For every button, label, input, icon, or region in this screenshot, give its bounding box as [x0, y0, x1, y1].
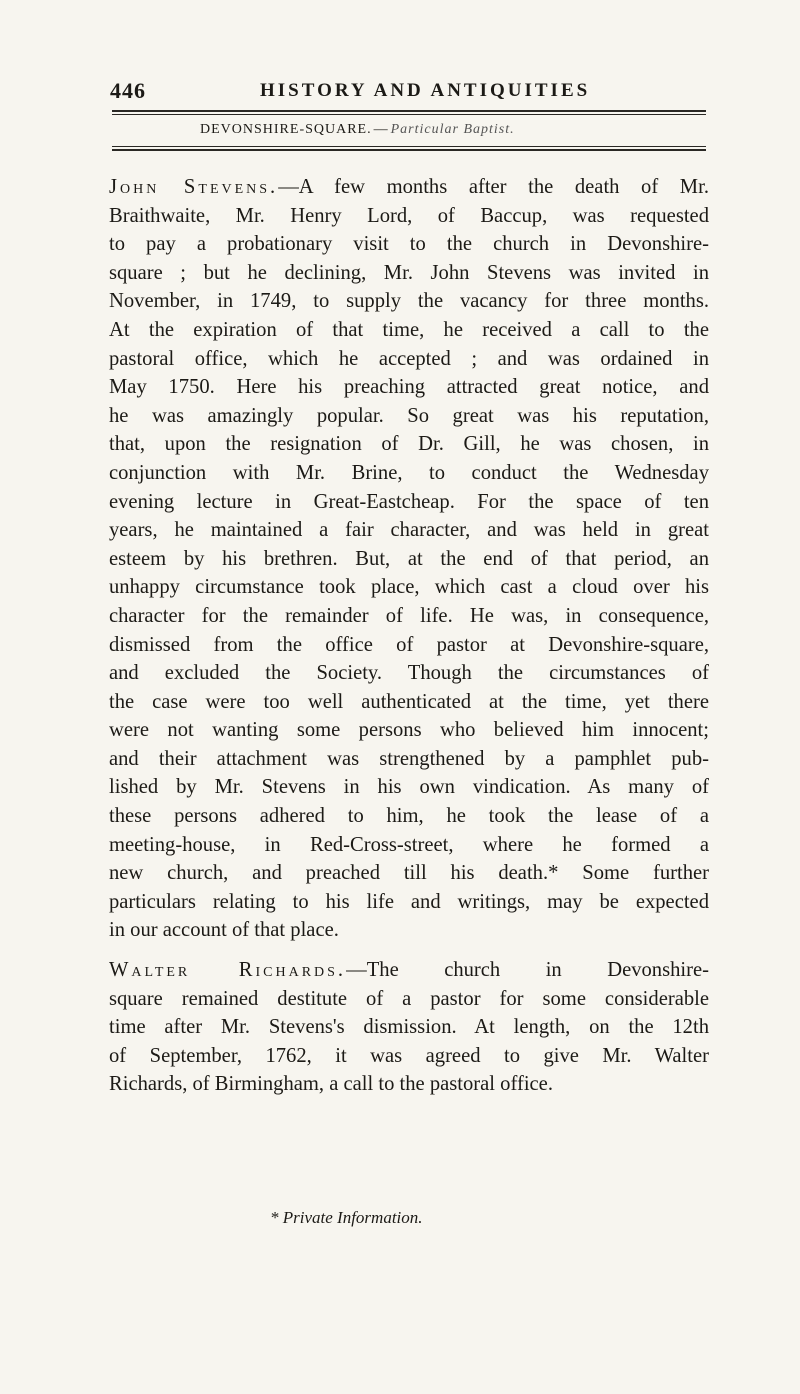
- text-line: particulars relating to his life and writings, may be expected: [109, 890, 709, 913]
- text-line: conjunction with Mr. Brine, to conduct the Wednesday: [109, 461, 709, 484]
- text-line: that, upon the resignation of Dr. Gill, he was chosen, in: [109, 433, 709, 456]
- text-line: and their attachment was strengthened by a pamphlet pub-: [109, 747, 709, 770]
- text-line: in our account of that place.: [109, 919, 339, 942]
- text-line: were not wanting some persons who believed him innocent;: [109, 719, 709, 742]
- text-line: the case were too well authenticated at the time, yet there: [109, 690, 709, 713]
- text-line: of September, 1762, it was agreed to give Mr. Walter: [109, 1044, 709, 1067]
- text-line: At the expiration of that time, he received a call to the: [109, 318, 709, 341]
- text-line: Richards, of Birmingham, a call to the pastoral office.: [109, 1073, 553, 1096]
- subheader-rule: [112, 149, 706, 151]
- subheader-denomination: Particular Baptist.: [390, 122, 515, 137]
- text-line: evening lecture in Great-Eastcheap. For the space of ten: [109, 490, 709, 513]
- text-line: Braithwaite, Mr. Henry Lord, of Baccup, was requested: [109, 204, 709, 227]
- section-name: Walter Richards.: [109, 959, 347, 981]
- text-line: meeting-house, in Red-Cross-street, where he formed a: [109, 833, 709, 856]
- paragraph-walter-richards: [109, 956, 709, 1099]
- text-line-content: —The church in Devonshire-: [346, 959, 709, 981]
- page-header: [110, 78, 710, 110]
- text-line: years, he maintained a fair character, and was held in great: [109, 519, 709, 542]
- text-line: May 1750. Here his preaching attracted great notice, and: [109, 376, 709, 399]
- text-line: these persons adhered to him, he took the lease of a: [109, 805, 709, 828]
- page-number: 446: [110, 78, 146, 103]
- text-line: new church, and preached till his death.* Some further: [109, 862, 709, 885]
- subheader-place: DEVONSHIRE-SQUARE.: [200, 122, 372, 137]
- text-line: lished by Mr. Stevens in his own vindication. As many of: [109, 776, 709, 799]
- header-rule: [112, 110, 706, 112]
- text-line: square ; but he declining, Mr. John Stevens was invited in: [109, 261, 709, 284]
- text-line: and excluded the Society. Though the circumstances of: [109, 662, 709, 685]
- text-line: [109, 173, 709, 202]
- section-name: John Stevens.: [109, 176, 279, 198]
- header-rule: [112, 114, 706, 115]
- text-line: he was amazingly popular. So great was his reputation,: [109, 404, 709, 427]
- text-line: pastoral office, which he accepted ; and was ordained in: [109, 347, 709, 370]
- subheader-dash: —: [373, 122, 389, 137]
- text-line-content: —A few months after the death of Mr.: [278, 176, 709, 198]
- text-line: character for the remainder of life. He was, in consequence,: [109, 604, 709, 627]
- paragraph-john-stevens: [109, 173, 709, 945]
- running-title: HISTORY AND ANTIQUITIES: [260, 80, 591, 101]
- section-subheader: [200, 122, 620, 138]
- subheader-rule: [112, 146, 706, 147]
- text-line: square remained destitute of a pastor for some considerable: [109, 987, 709, 1010]
- text-line: unhappy circumstance took place, which cast a cloud over his: [109, 576, 709, 599]
- text-line: esteem by his brethren. But, at the end of that period, an: [109, 547, 709, 570]
- text-line: [109, 956, 709, 985]
- footnote: * Private Information.: [270, 1208, 423, 1227]
- text-line: November, in 1749, to supply the vacancy for three months.: [109, 290, 709, 313]
- text-line: time after Mr. Stevens's dismission. At length, on the 12th: [109, 1016, 709, 1039]
- text-line: to pay a probationary visit to the church in Devonshire-: [109, 233, 709, 256]
- text-line: dismissed from the office of pastor at Devonshire-square,: [109, 633, 709, 656]
